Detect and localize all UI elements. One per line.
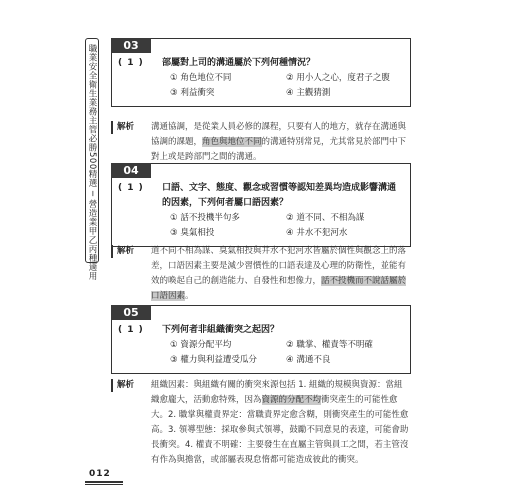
highlighted-phrase: 話不投機而不說話屬於口語因素 (151, 276, 407, 301)
options-grid (112, 71, 410, 106)
highlighted-phrase: 角色與地位不同 (202, 137, 262, 147)
answer-marker: ( 1 ) (118, 58, 144, 68)
explanation-text: 道不同不相為謀、臭氣相投與井水不犯河水皆屬於個性與觀念上的落差，口語因素主要是減少習慣性的口語表達及心理的防衛性，並能有效的喚起自己的創造能力、自發性和想像力，話不投機而不說話屬於口語因素。 (151, 246, 407, 301)
page-footer (85, 469, 123, 483)
book-title-vertical: 職業安全衛生業務主管必勝500精選 ─ 營造業甲乙丙種適用 (87, 44, 97, 281)
question-text: 下列何者非組織衝突之起因？ (162, 325, 280, 335)
page-number: 012 (89, 469, 111, 479)
answer-marker: ( 1 ) (118, 183, 144, 193)
options-grid (112, 338, 410, 373)
question-text: 部屬對上司的溝通屬於下列何種情況？ (162, 58, 316, 68)
question-number: 03 (111, 38, 151, 53)
explanation-05 (111, 378, 411, 468)
question-number: 05 (111, 305, 151, 320)
explanation-text: 溝通協調，是從業人員必修的課程，只要有人的地方，就存在溝通與協調的課題，角色與地位不同的溝通特別常見，尤其常見於部門中下對上或是跨部門之間的溝通。 (151, 122, 407, 162)
question-block-03 (111, 38, 411, 107)
option-3: ③ 臭氣相投 (170, 228, 215, 238)
option-4: ④ 主觀猜測 (286, 88, 331, 98)
footer-rule (85, 481, 123, 483)
option-2: ② 道不同、不相為謀 (286, 213, 365, 223)
question-block-04 (111, 163, 411, 247)
option-1: ① 角色地位不同 (170, 73, 232, 83)
explanation-04 (111, 244, 411, 304)
explanation-text: 組織因素：與組織有關的衝突來源包括 1. 組織的規模與資源：當組織愈龐大，活動愈特殊，因為資源的分配不均衝突產生的可能性愈大。2. 職掌與權責界定：當職責界定愈含糊，則衝突產生的可能性愈高。3. 領導型態：採取參與式領導，鼓勵不同意見的表達，可能會助長衝突。4. 權責不明確：主要發生在直屬主管與員工之間，若主管沒有作為與擔當，或部屬表現怠惰都可能造成彼此的衝突。 (151, 380, 409, 465)
answer-marker: ( 1 ) (118, 325, 144, 335)
explanation-label: 解析 (111, 121, 151, 134)
explanation-label: 解析 (111, 379, 151, 392)
footer-rule-thin (85, 484, 123, 485)
option-1: ① 資源分配平均 (170, 340, 232, 350)
question-block-05 (111, 305, 411, 374)
side-tab (85, 38, 99, 281)
highlighted-phrase: 資源的分配不均 (261, 395, 322, 405)
question-text: 口語、文字、態度、觀念或習慣等認知差異均造成影響溝通的因素，下列何者屬口語因素？ (162, 183, 397, 208)
option-2: ② 用小人之心，度君子之腹 (286, 73, 390, 83)
explanation-03 (111, 120, 411, 165)
option-2: ② 職掌、權責等不明確 (286, 340, 373, 350)
options-grid (112, 211, 410, 246)
option-4: ④ 溝通不良 (286, 355, 331, 365)
option-3: ③ 利益衝突 (170, 88, 215, 98)
option-3: ③ 權力與利益遭受瓜分 (170, 355, 257, 365)
question-number: 04 (111, 163, 151, 178)
option-1: ① 話不投機半句多 (170, 213, 240, 223)
option-4: ④ 井水不犯河水 (286, 228, 348, 238)
explanation-label: 解析 (111, 245, 151, 258)
